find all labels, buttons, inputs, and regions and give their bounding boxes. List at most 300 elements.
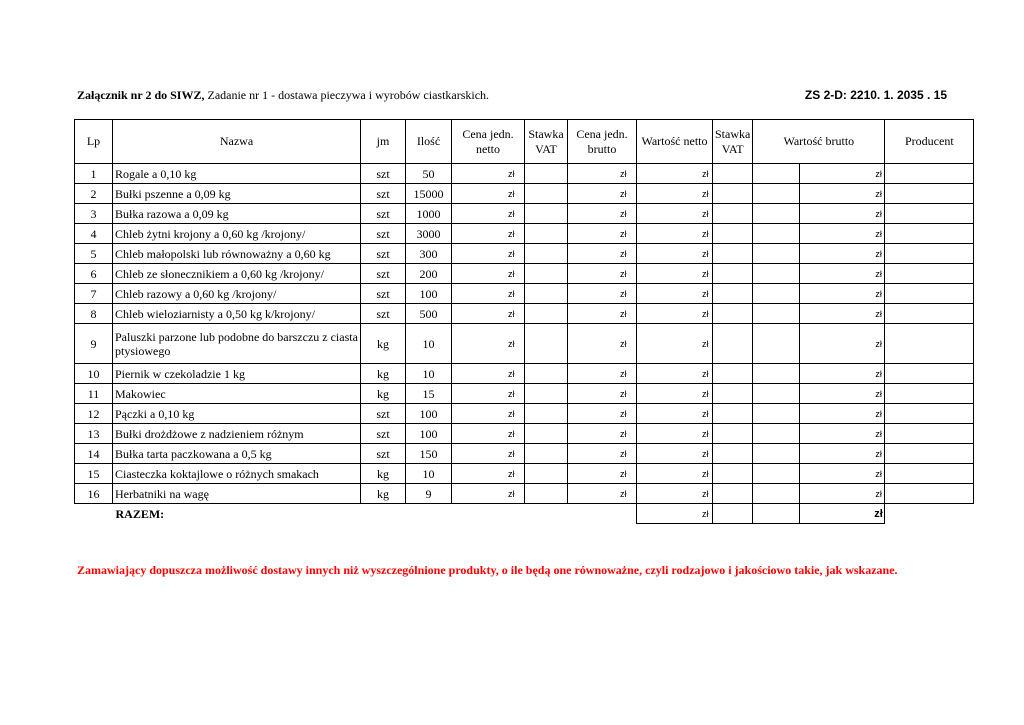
row-jm: szt (361, 284, 406, 304)
price-gross-value (568, 204, 611, 224)
price-gross-currency: zł (611, 404, 637, 424)
producer-value (885, 284, 974, 304)
vat-rate-value (525, 244, 568, 264)
net-value-currency: zł (699, 384, 713, 404)
price-gross-value (568, 444, 611, 464)
table-row (75, 464, 974, 484)
row-lp: 12 (75, 404, 113, 424)
producer-value (885, 324, 974, 364)
row-jm: szt (361, 424, 406, 444)
price-gross-value (568, 424, 611, 444)
vat-rate-2-value (713, 444, 753, 464)
vat-rate-value (525, 224, 568, 244)
price-net-value (452, 324, 499, 364)
vat-rate-value (525, 184, 568, 204)
vat-rate-value (525, 164, 568, 184)
total-spacer (75, 504, 113, 524)
row-name: Makowiec (113, 384, 361, 404)
price-gross-value (568, 404, 611, 424)
price-net-value (452, 284, 499, 304)
row-jm: szt (361, 264, 406, 284)
price-gross-value (568, 324, 611, 364)
row-lp: 6 (75, 264, 113, 284)
row-lp: 10 (75, 364, 113, 384)
net-value (637, 264, 699, 284)
gross-value (800, 484, 873, 504)
row-jm: kg (361, 464, 406, 484)
price-net-value (452, 184, 499, 204)
gross-value (800, 364, 873, 384)
net-value (637, 404, 699, 424)
price-net-currency: zł (499, 164, 525, 184)
gross-value (800, 424, 873, 444)
price-net-currency: zł (499, 364, 525, 384)
gross-value-currency: zł (873, 364, 885, 384)
net-value-currency: zł (699, 204, 713, 224)
gross-value-currency: zł (873, 264, 885, 284)
row-qty: 50 (406, 164, 452, 184)
row-name: Pączki a 0,10 kg (113, 404, 361, 424)
gross-value-currency: zł (873, 384, 885, 404)
row-jm: szt (361, 444, 406, 464)
row-name: Paluszki parzone lub podobne do barszczu z ciasta ptysiowego (113, 324, 361, 364)
net-value-currency: zł (699, 464, 713, 484)
row-lp: 14 (75, 444, 113, 464)
producer-value (885, 304, 974, 324)
vat-rate-value (525, 424, 568, 444)
net-value (637, 464, 699, 484)
table-row (75, 224, 974, 244)
gross-value (800, 164, 873, 184)
price-gross-currency: zł (611, 484, 637, 504)
gross-value (800, 464, 873, 484)
price-gross-currency: zł (611, 424, 637, 444)
gross-value-currency: zł (873, 444, 885, 464)
price-net-value (452, 164, 499, 184)
total-gross-value (800, 504, 873, 524)
gross-value (800, 384, 873, 404)
row-qty: 300 (406, 244, 452, 264)
gross-value-currency: zł (873, 224, 885, 244)
row-qty: 9 (406, 484, 452, 504)
net-value-currency: zł (699, 284, 713, 304)
price-gross-currency: zł (611, 164, 637, 184)
availability-note: Zamawiający dopuszcza możliwość dostawy innych niż wyszczególnione produkty, o ile będą one równoważne, czyli rodzajowo i jakościowo takie, jak wskazane. (77, 563, 898, 577)
producer-value (885, 444, 974, 464)
row-name: Ciasteczka koktajlowe o różnych smakach (113, 464, 361, 484)
gross-value-part1 (753, 324, 800, 364)
vat-rate-2-value (713, 404, 753, 424)
row-name: Chleb razowy a 0,60 kg /krojony/ (113, 284, 361, 304)
price-net-currency: zł (499, 424, 525, 444)
net-value (637, 444, 699, 464)
price-gross-value (568, 164, 611, 184)
gross-value (800, 204, 873, 224)
gross-value-currency: zł (873, 304, 885, 324)
gross-value (800, 404, 873, 424)
gross-value (800, 304, 873, 324)
price-net-value (452, 464, 499, 484)
vat-rate-2-value (713, 284, 753, 304)
vat-rate-2-value (713, 164, 753, 184)
price-gross-currency: zł (611, 324, 637, 364)
gross-value (800, 444, 873, 464)
row-name: Chleb ze słonecznikiem a 0,60 kg /krojony/ (113, 264, 361, 284)
gross-value-part1 (753, 284, 800, 304)
row-qty: 10 (406, 324, 452, 364)
col-producent: Producent (885, 120, 974, 164)
row-jm: szt (361, 224, 406, 244)
price-net-currency: zł (499, 244, 525, 264)
net-value (637, 384, 699, 404)
table-row (75, 384, 974, 404)
row-lp: 5 (75, 244, 113, 264)
vat-rate-value (525, 304, 568, 324)
vat-rate-2-value (713, 424, 753, 444)
row-lp: 8 (75, 304, 113, 324)
gross-value-currency: zł (873, 424, 885, 444)
vat-rate-value (525, 364, 568, 384)
gross-value-part1 (753, 484, 800, 504)
net-value-currency: zł (699, 404, 713, 424)
reference-number: ZS 2-D: 2210. 1. 2035 . 15 (804, 88, 947, 102)
table-row (75, 444, 974, 464)
price-net-value (452, 264, 499, 284)
table-row (75, 204, 974, 224)
gross-value-currency: zł (873, 284, 885, 304)
row-name: Bułki drożdżowe z nadzieniem różnym (113, 424, 361, 444)
net-value-currency: zł (699, 244, 713, 264)
producer-value (885, 264, 974, 284)
table-row (75, 184, 974, 204)
col-cena-brutto: Cena jedn. brutto (568, 120, 637, 164)
table-row (75, 304, 974, 324)
table-header-row (75, 120, 974, 164)
price-gross-value (568, 464, 611, 484)
price-net-value (452, 244, 499, 264)
price-net-value (452, 444, 499, 464)
gross-value-part1 (753, 244, 800, 264)
col-jm: jm (361, 120, 406, 164)
attachment-label: Załącznik nr 2 do SIWZ, (77, 88, 205, 102)
col-ilosc: Ilość (406, 120, 452, 164)
vat-rate-value (525, 204, 568, 224)
row-lp: 2 (75, 184, 113, 204)
total-net-value (637, 504, 699, 524)
table-row (75, 404, 974, 424)
row-jm: szt (361, 164, 406, 184)
net-value-currency: zł (699, 264, 713, 284)
price-gross-value (568, 184, 611, 204)
gross-value (800, 244, 873, 264)
gross-value-currency: zł (873, 164, 885, 184)
row-qty: 100 (406, 404, 452, 424)
total-net-currency: zł (699, 504, 713, 524)
price-gross-currency: zł (611, 224, 637, 244)
gross-value (800, 264, 873, 284)
row-jm: kg (361, 484, 406, 504)
vat-rate-2-value (713, 204, 753, 224)
price-net-currency: zł (499, 444, 525, 464)
price-gross-currency: zł (611, 264, 637, 284)
net-value-currency: zł (699, 324, 713, 364)
gross-value-currency: zł (873, 244, 885, 264)
price-net-value (452, 424, 499, 444)
price-gross-value (568, 264, 611, 284)
row-lp: 11 (75, 384, 113, 404)
net-value (637, 424, 699, 444)
price-gross-value (568, 244, 611, 264)
net-value (637, 244, 699, 264)
row-name: Rogale a 0,10 kg (113, 164, 361, 184)
row-qty: 100 (406, 424, 452, 444)
vat-rate-2-value (713, 324, 753, 364)
vat-rate-value (525, 324, 568, 364)
producer-value (885, 484, 974, 504)
col-wartosc-netto: Wartość netto (637, 120, 713, 164)
document-header (77, 88, 489, 103)
gross-value-currency: zł (873, 464, 885, 484)
vat-rate-2-value (713, 304, 753, 324)
row-lp: 16 (75, 484, 113, 504)
col-stawka-vat: Stawka VAT (525, 120, 568, 164)
row-jm: szt (361, 204, 406, 224)
gross-value-part1 (753, 264, 800, 284)
gross-value-currency: zł (873, 324, 885, 364)
row-jm: kg (361, 384, 406, 404)
gross-value (800, 324, 873, 364)
net-value (637, 284, 699, 304)
total-gross-part1 (753, 504, 800, 524)
net-value-currency: zł (699, 164, 713, 184)
vat-rate-2-value (713, 264, 753, 284)
price-net-value (452, 364, 499, 384)
price-net-currency: zł (499, 264, 525, 284)
table-row (75, 484, 974, 504)
gross-value-part1 (753, 384, 800, 404)
row-qty: 500 (406, 304, 452, 324)
producer-value (885, 204, 974, 224)
price-gross-value (568, 364, 611, 384)
price-net-currency: zł (499, 464, 525, 484)
producer-value (885, 424, 974, 444)
price-gross-currency: zł (611, 184, 637, 204)
net-value (637, 184, 699, 204)
gross-value-part1 (753, 444, 800, 464)
price-gross-currency: zł (611, 304, 637, 324)
table-row (75, 164, 974, 184)
price-net-value (452, 224, 499, 244)
price-net-currency: zł (499, 384, 525, 404)
vat-rate-2-value (713, 484, 753, 504)
price-gross-value (568, 224, 611, 244)
row-lp: 1 (75, 164, 113, 184)
price-net-value (452, 204, 499, 224)
producer-value (885, 244, 974, 264)
gross-value-part1 (753, 184, 800, 204)
gross-value-part1 (753, 404, 800, 424)
row-lp: 7 (75, 284, 113, 304)
row-qty: 1000 (406, 204, 452, 224)
net-value (637, 484, 699, 504)
price-net-currency: zł (499, 284, 525, 304)
row-qty: 15 (406, 384, 452, 404)
table-row (75, 264, 974, 284)
producer-value (885, 184, 974, 204)
producer-value (885, 384, 974, 404)
col-wartosc-brutto: Wartość brutto (753, 120, 885, 164)
row-name: Bułka razowa a 0,09 kg (113, 204, 361, 224)
net-value-currency: zł (699, 304, 713, 324)
price-net-value (452, 484, 499, 504)
gross-value (800, 184, 873, 204)
price-table (74, 119, 974, 524)
price-gross-currency: zł (611, 464, 637, 484)
vat-rate-value (525, 404, 568, 424)
price-gross-currency: zł (611, 444, 637, 464)
price-net-currency: zł (499, 324, 525, 364)
total-gross-currency: zł (873, 504, 885, 524)
row-lp: 3 (75, 204, 113, 224)
row-jm: szt (361, 404, 406, 424)
vat-rate-value (525, 284, 568, 304)
price-net-currency: zł (499, 224, 525, 244)
net-value-currency: zł (699, 184, 713, 204)
table-row (75, 424, 974, 444)
vat-rate-2-value (713, 364, 753, 384)
net-value (637, 364, 699, 384)
row-jm: szt (361, 304, 406, 324)
row-jm: kg (361, 324, 406, 364)
gross-value-part1 (753, 164, 800, 184)
vat-rate-2-value (713, 464, 753, 484)
net-value (637, 164, 699, 184)
net-value-currency: zł (699, 364, 713, 384)
gross-value (800, 284, 873, 304)
row-qty: 200 (406, 264, 452, 284)
row-name: Herbatniki na wagę (113, 484, 361, 504)
net-value-currency: zł (699, 224, 713, 244)
price-gross-currency: zł (611, 384, 637, 404)
price-gross-value (568, 484, 611, 504)
row-lp: 4 (75, 224, 113, 244)
table-row (75, 324, 974, 364)
table-row (75, 284, 974, 304)
row-qty: 100 (406, 284, 452, 304)
row-name: Piernik w czekoladzie 1 kg (113, 364, 361, 384)
row-lp: 13 (75, 424, 113, 444)
row-name: Chleb wieloziarnisty a 0,50 kg k/krojony/ (113, 304, 361, 324)
price-net-value (452, 304, 499, 324)
price-net-currency: zł (499, 204, 525, 224)
gross-value-part1 (753, 364, 800, 384)
vat-rate-value (525, 464, 568, 484)
price-net-currency: zł (499, 484, 525, 504)
vat-rate-2-value (713, 184, 753, 204)
table-row (75, 364, 974, 384)
row-jm: szt (361, 244, 406, 264)
price-gross-currency: zł (611, 284, 637, 304)
total-label: RAZEM: (115, 506, 165, 521)
row-qty: 15000 (406, 184, 452, 204)
row-lp: 9 (75, 324, 113, 364)
producer-value (885, 464, 974, 484)
price-net-value (452, 404, 499, 424)
gross-value-part1 (753, 304, 800, 324)
net-value-currency: zł (699, 444, 713, 464)
task-description: Zadanie nr 1 - dostawa pieczywa i wyrobów ciastkarskich. (204, 88, 490, 102)
price-gross-currency: zł (611, 364, 637, 384)
row-jm: kg (361, 364, 406, 384)
gross-value-currency: zł (873, 484, 885, 504)
row-name: Bułki pszenne a 0,09 kg (113, 184, 361, 204)
net-value (637, 324, 699, 364)
producer-value (885, 404, 974, 424)
col-nazwa: Nazwa (113, 120, 361, 164)
row-qty: 150 (406, 444, 452, 464)
price-net-value (452, 384, 499, 404)
total-vat (713, 504, 753, 524)
price-gross-currency: zł (611, 244, 637, 264)
producer-value (885, 364, 974, 384)
net-value-currency: zł (699, 484, 713, 504)
price-gross-value (568, 304, 611, 324)
vat-rate-value (525, 384, 568, 404)
col-stawka-vat-2: Stawka VAT (713, 120, 753, 164)
gross-value-part1 (753, 424, 800, 444)
row-qty: 10 (406, 464, 452, 484)
gross-value-currency: zł (873, 204, 885, 224)
gross-value-part1 (753, 204, 800, 224)
vat-rate-2-value (713, 224, 753, 244)
row-qty: 10 (406, 364, 452, 384)
vat-rate-value (525, 484, 568, 504)
price-gross-currency: zł (611, 204, 637, 224)
vat-rate-2-value (713, 384, 753, 404)
gross-value-part1 (753, 464, 800, 484)
col-cena-netto: Cena jedn. netto (452, 120, 525, 164)
row-name: Chleb małopolski lub równoważny a 0,60 kg (113, 244, 361, 264)
gross-value-part1 (753, 224, 800, 244)
producer-value (885, 164, 974, 184)
gross-value-currency: zł (873, 404, 885, 424)
price-net-currency: zł (499, 304, 525, 324)
vat-rate-value (525, 444, 568, 464)
table-row (75, 244, 974, 264)
gross-value (800, 224, 873, 244)
total-spacer (361, 504, 637, 524)
row-jm: szt (361, 184, 406, 204)
total-row (75, 504, 974, 524)
net-value (637, 204, 699, 224)
row-name: Chleb żytni krojony a 0,60 kg /krojony/ (113, 224, 361, 244)
net-value-currency: zł (699, 424, 713, 444)
row-lp: 15 (75, 464, 113, 484)
col-lp: Lp (75, 120, 113, 164)
vat-rate-2-value (713, 244, 753, 264)
total-spacer (885, 504, 974, 524)
row-qty: 3000 (406, 224, 452, 244)
price-gross-value (568, 284, 611, 304)
gross-value-currency: zł (873, 184, 885, 204)
price-net-currency: zł (499, 184, 525, 204)
net-value (637, 304, 699, 324)
vat-rate-value (525, 264, 568, 284)
price-gross-value (568, 384, 611, 404)
row-name: Bułka tarta paczkowana a 0,5 kg (113, 444, 361, 464)
price-net-currency: zł (499, 404, 525, 424)
producer-value (885, 224, 974, 244)
